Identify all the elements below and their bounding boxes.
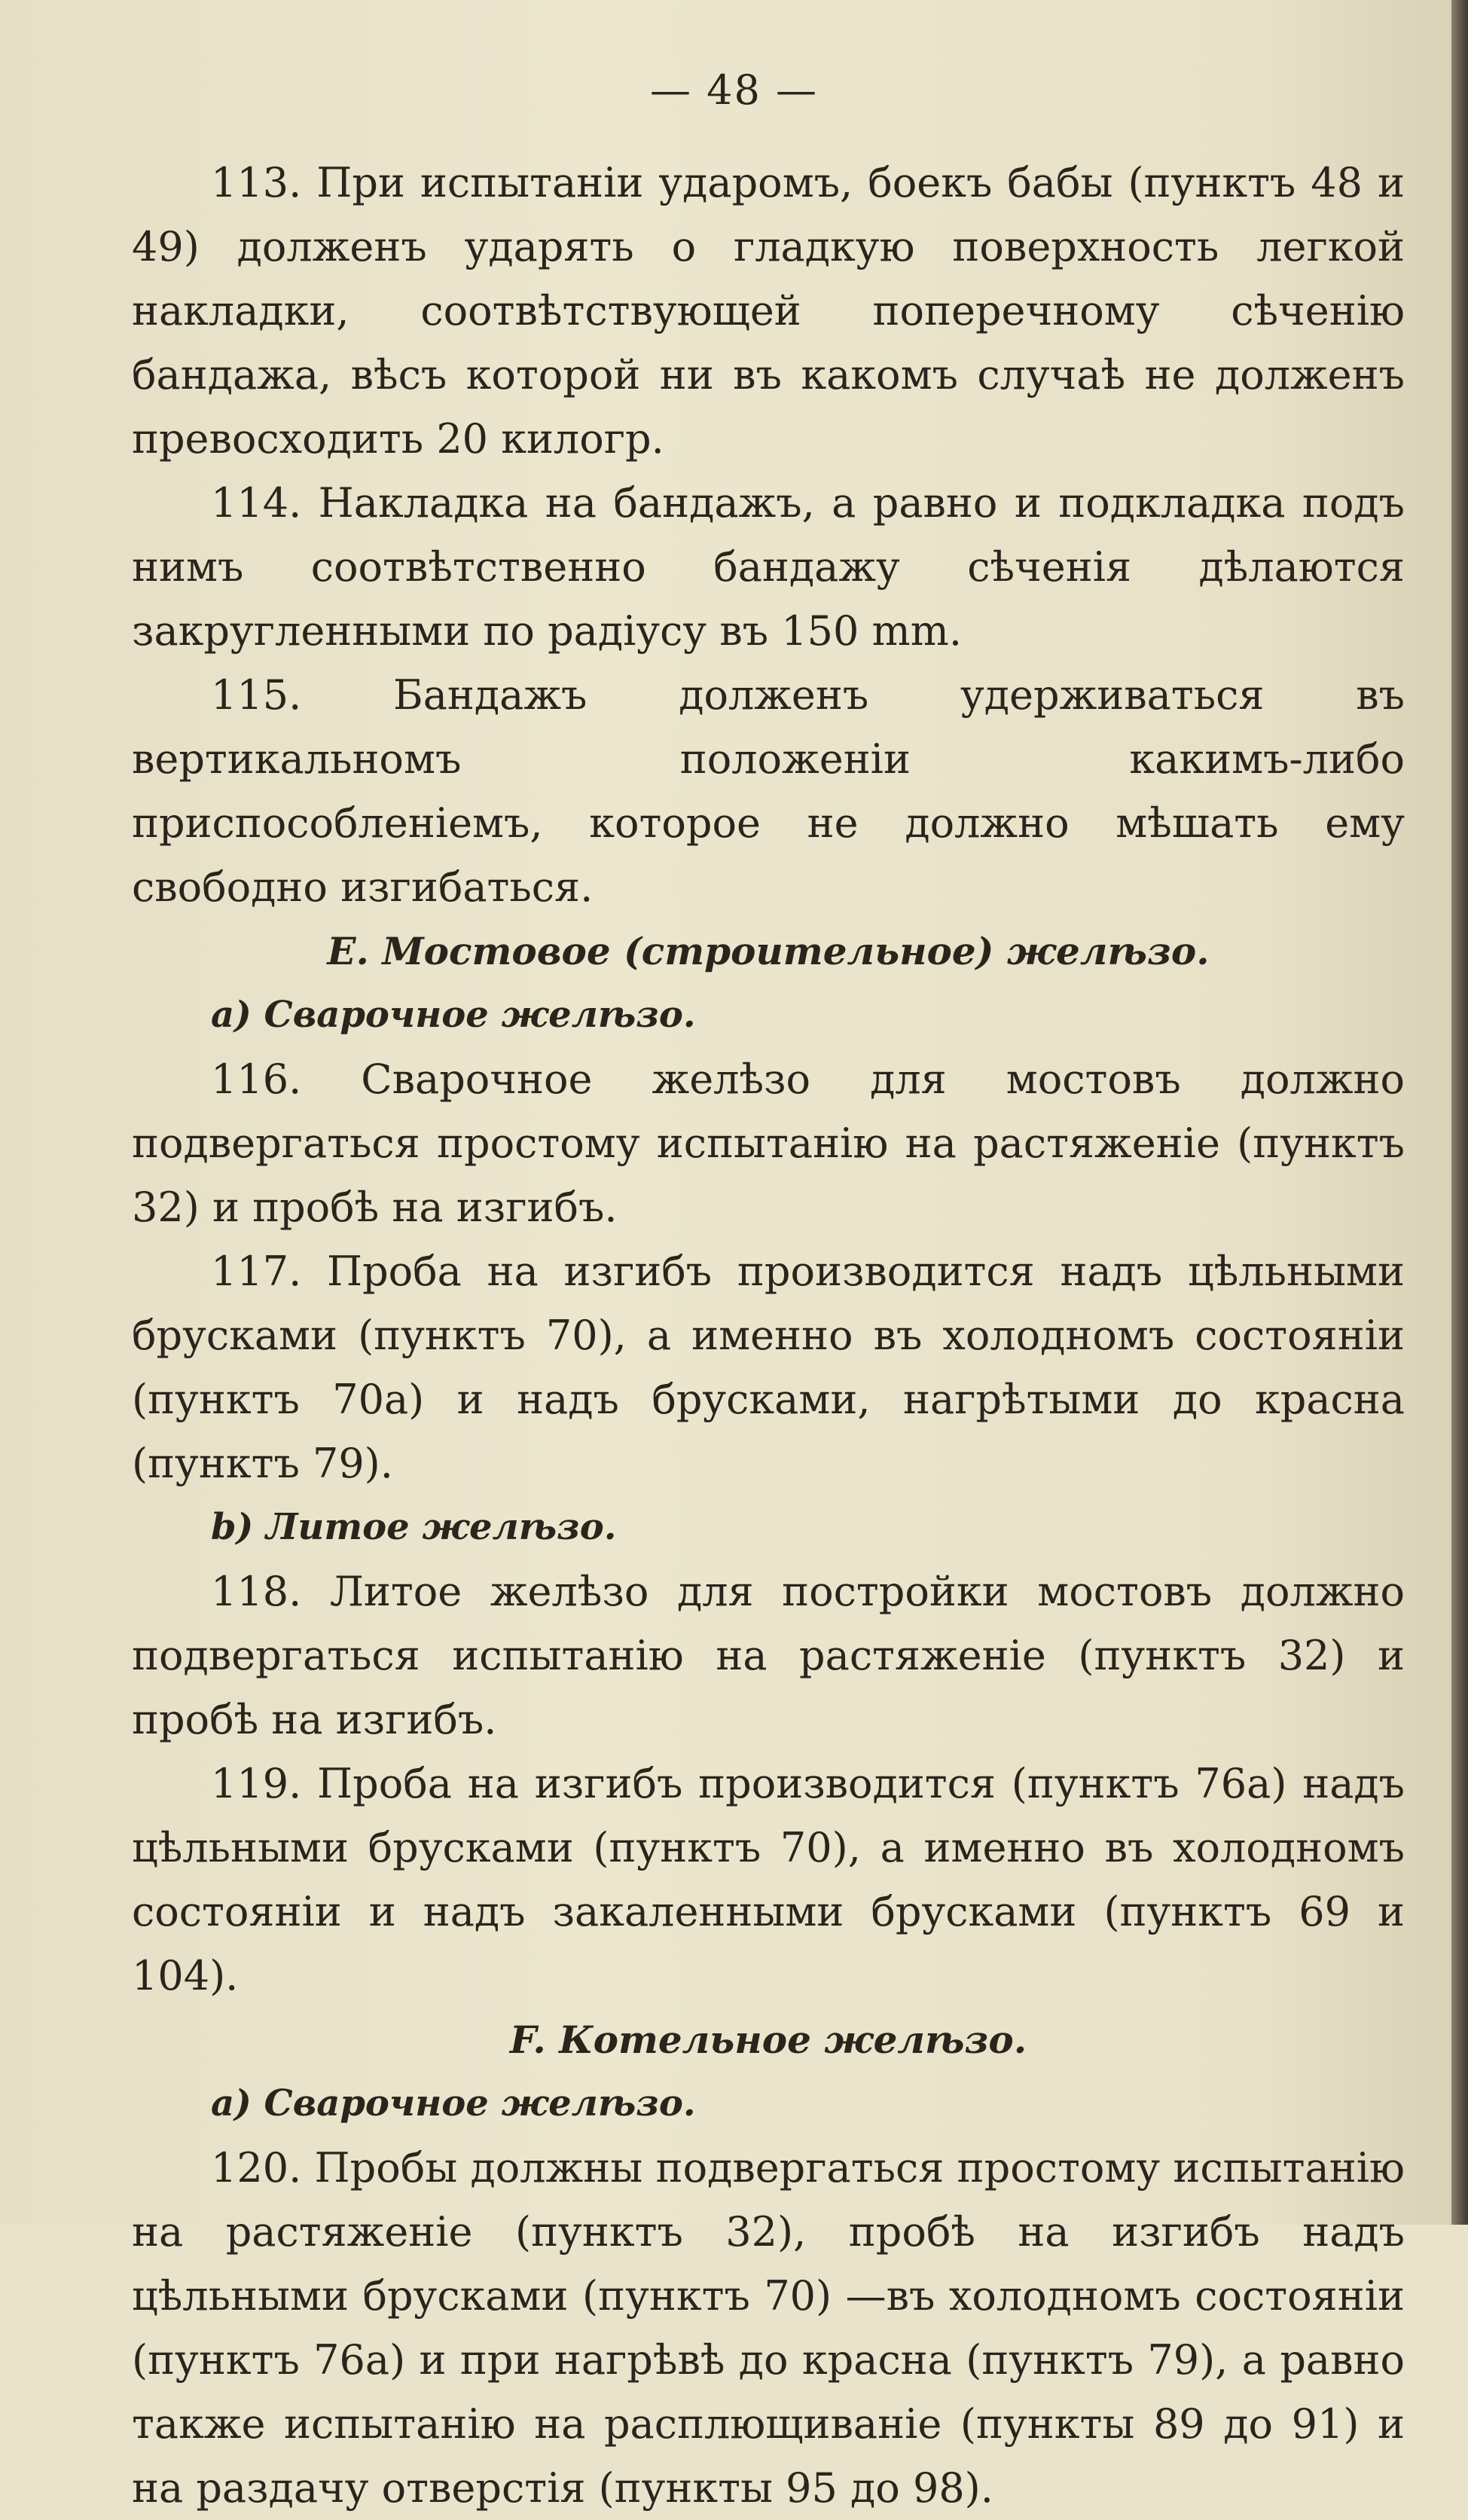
subheading-e-b: b) Литое желѣзо. [211, 1506, 617, 1548]
heading-section-e: E. Мостовое (строительное) желѣзо. [327, 929, 1210, 973]
para-117: 117. Проба на изгибъ производится надъ цѣльными брусками (пунктъ 70), а именно въ холодномъ состояніи (пунктъ 70a) и надъ брусками, нагрѣтыми до красна (пунктъ 79). [132, 1248, 1405, 1487]
page-edge-shadow [1451, 0, 1468, 2225]
subheading-f-a: a) Сварочное желѣзо. [211, 2082, 696, 2124]
para-115: 115. Бандажъ долженъ удерживаться въ вертикальномъ положеніи какимъ-либо приспособленіемъ, которое не должно мѣшать ему свободно изгибаться. [132, 671, 1405, 911]
page-number: — 48 — [649, 66, 819, 114]
para-113: 113. При испытаніи ударомъ, боекъ бабы (пунктъ 48 и 49) долженъ ударять о гладкую поверхность легкой накладки, соотвѣтствующей поперечному сѣченію бандажа, вѣсъ которой ни въ какомъ случаѣ не долженъ превосходить 20 килогр. [132, 159, 1405, 463]
subheading-e-a: a) Сварочное желѣзо. [211, 994, 696, 1036]
page-body [132, 151, 1405, 2520]
heading-section-f: F. Котельное желѣзо. [509, 2018, 1027, 2062]
para-118: 118. Литое желѣзо для постройки мостовъ должно подвергаться испытанію на растяженіе (пунктъ 32) и пробѣ на изгибъ. [132, 1568, 1405, 1743]
para-114: 114. Накладка на бандажъ, а равно и подкладка подъ нимъ соотвѣтственно бандажу сѣченія дѣлаются закругленными по радіусу въ 150 mm. [132, 479, 1405, 655]
para-116: 116. Сварочное желѣзо для мостовъ должно подвергаться простому испытанію на растяженіе (пунктъ 32) и пробѣ на изгибъ. [132, 1055, 1405, 1231]
para-120: 120. Пробы должны подвергаться простому испытанію на растяженіе (пунктъ 32), пробѣ на изгибъ надъ цѣльными брусками (пунктъ 70) —въ холодномъ состояніи (пунктъ 76a) и при нагрѣвѣ до красна (пунктъ 79), а равно также испытанію на расплющиваніе (пункты 89 до 91) и на раздачу отверстія (пункты 95 до 98). [132, 2144, 1405, 2512]
para-119: 119. Проба на изгибъ производится (пунктъ 76a) надъ цѣльными брусками (пунктъ 70), а именно въ холодномъ состояніи и надъ закаленными брусками (пунктъ 69 и 104). [132, 1760, 1405, 1999]
